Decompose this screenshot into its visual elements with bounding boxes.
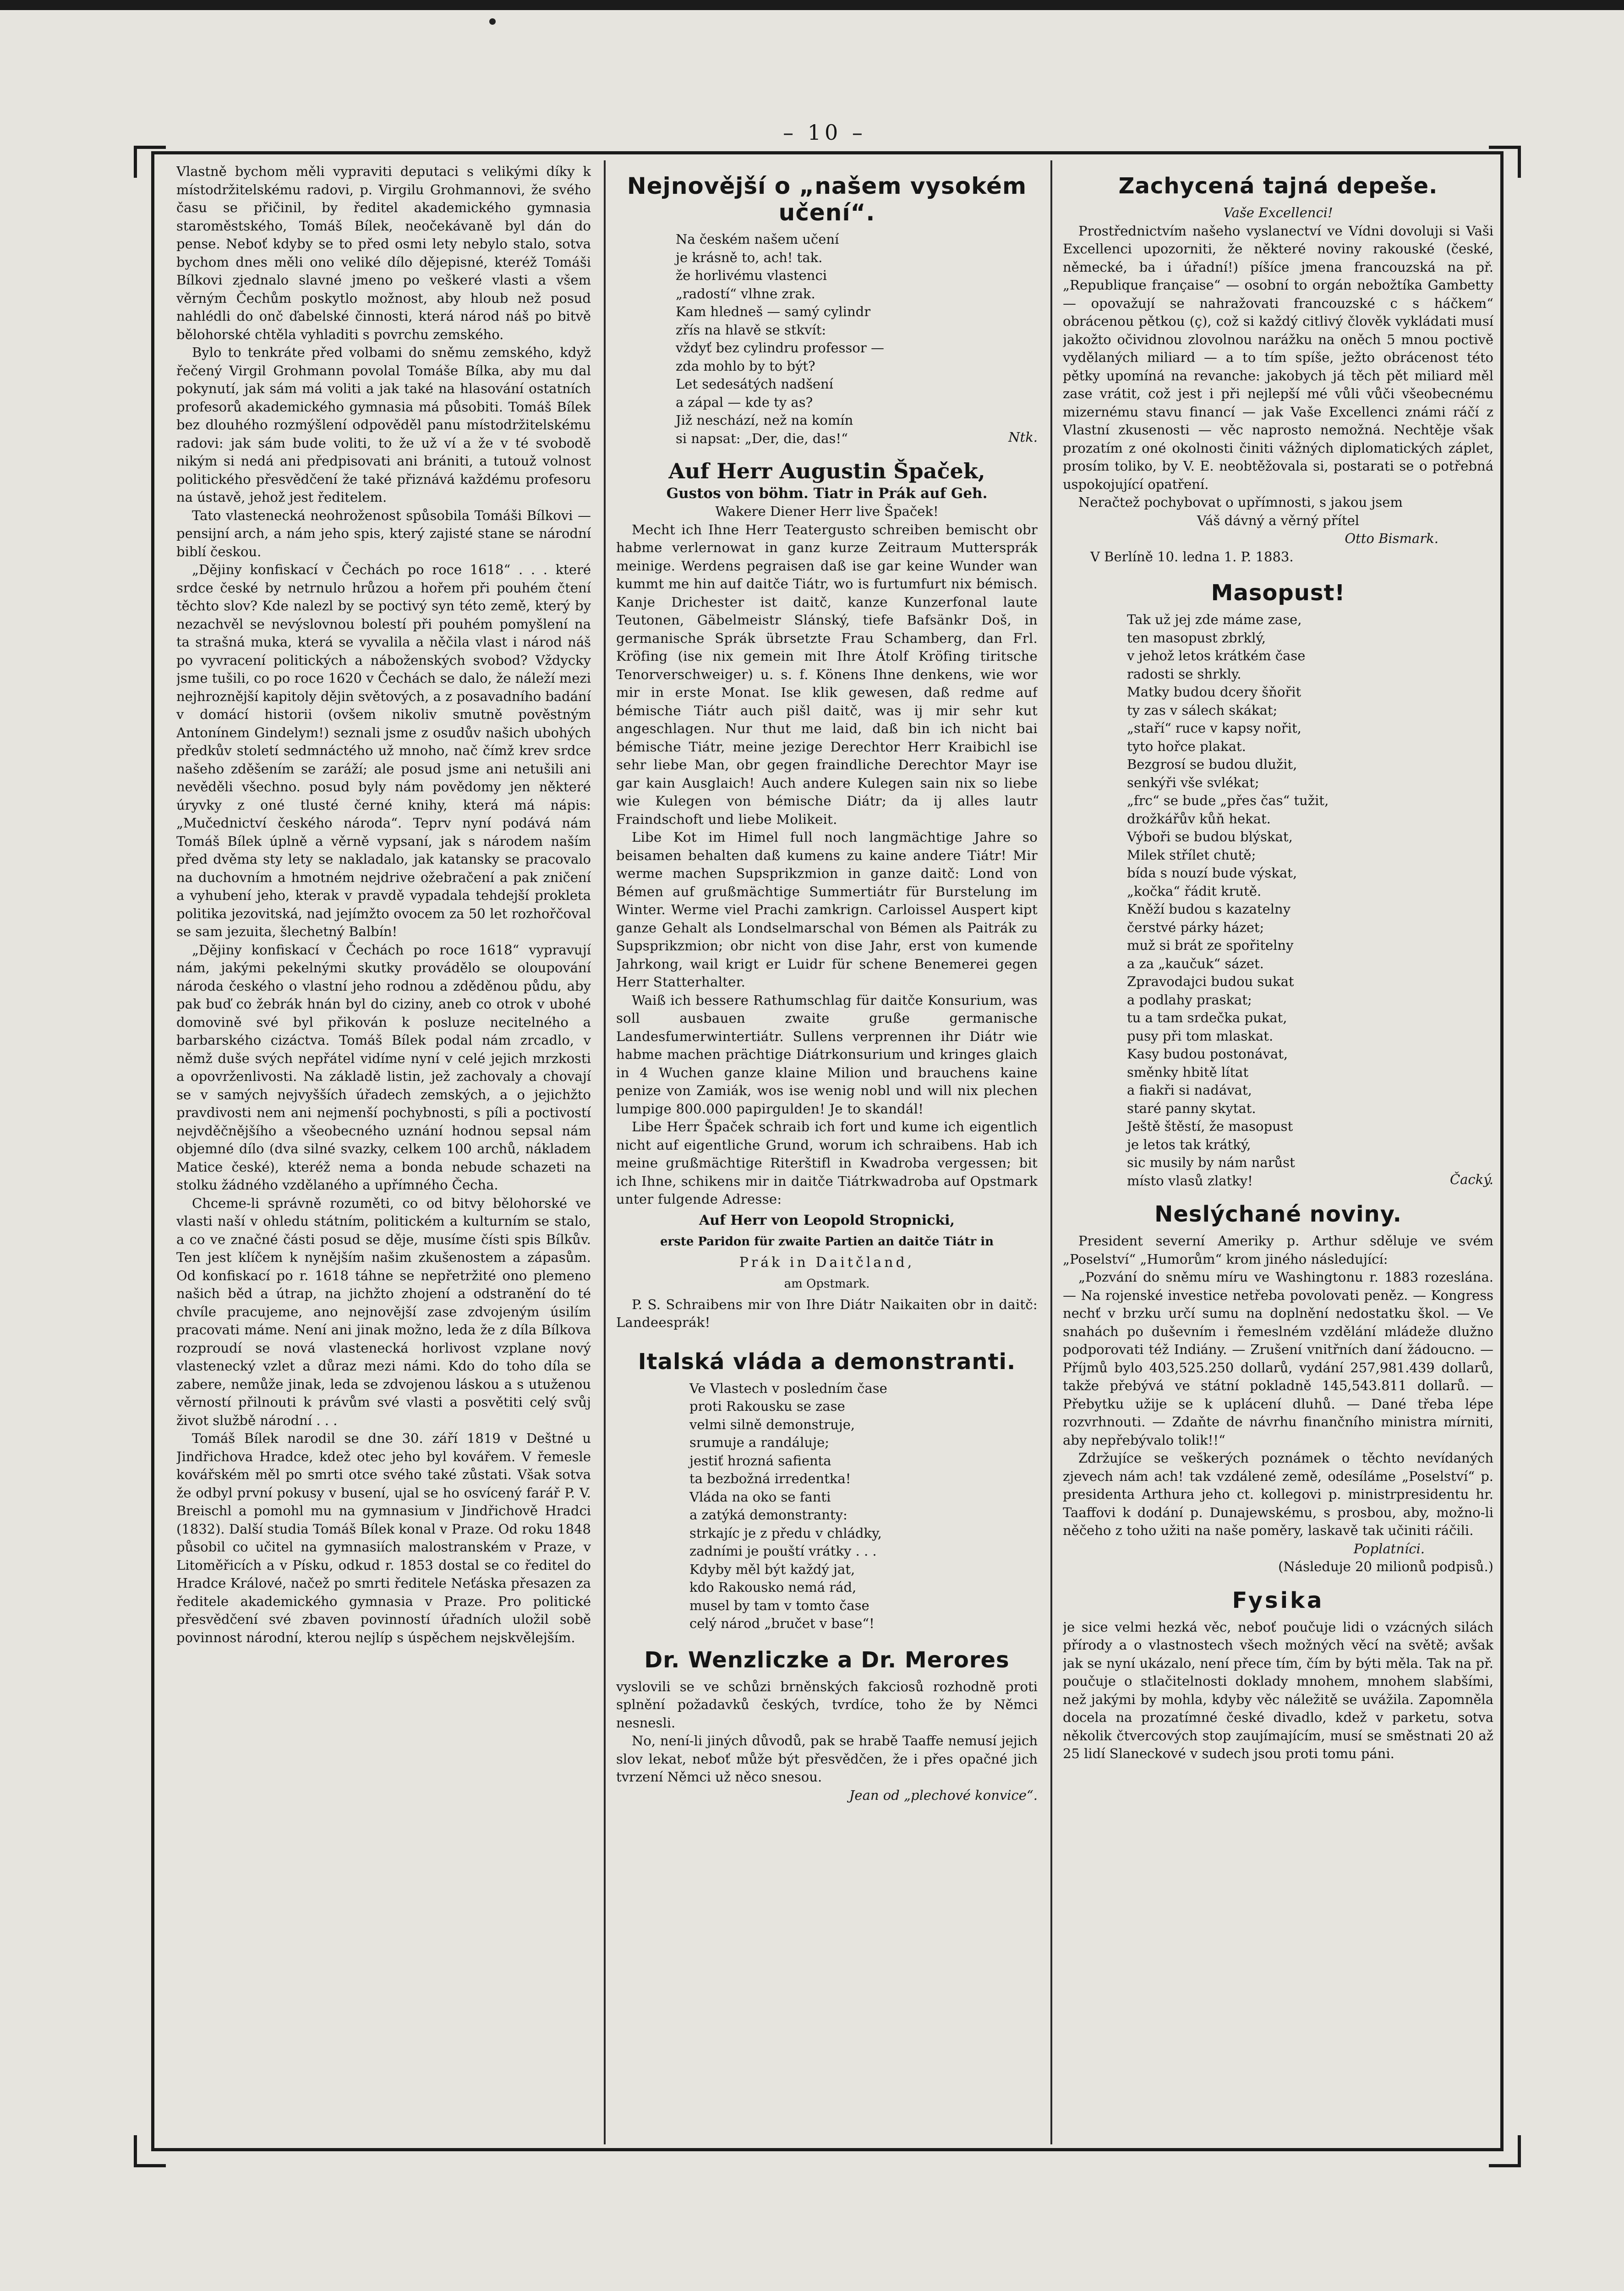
top-border-rule: [0, 0, 1624, 10]
article-paragraph: Mecht ich Ihne Herr Teatergusto schreiben bemischt obr habme verlernowat in ganz kurze Zeitraum Muttersprák meinige. Werdens pegraisen daß ise gar keine Wunder wan kummt me hin auf daitče Tiátr, wo is furtumfurt nix bémisch. Kanje Drichester ist daitč, kanze Kunzerfonal laute Teutonen, Gäbelmeistr Slánský, tiefe Bafsänkr Doš, in germanische Sprák übrsetzte Frau Schamberg, dan Frl. Kröfing (ise nix gemein mit Ihre Átolf Kröfing tiritsche Tenorverschweiger) u. s. f. Könens Ihne denkens, wie wor mir in erste Monat. Ise klik gewesen, daß redme auf bémische Tiátr auch pišl daitč, was ij mir sehr kut angeschlagen. Nur thut me laid, daß bin ich nicht bai bémische Tiátr, meine jezige Derechtor Herr Kraibichl ise sehr liebe Man, obr gegen fraindliche Derechtor Mayr ise gar kain Ausglaich! Auch andere Kulegen sain nix so liebe wie Kulegen von bémische Diátr; da ij alles lautr Fraindschoft und liebe Molikeit.: [616, 521, 1038, 827]
poem-line: pusy při tom mlaskat.: [1127, 1028, 1274, 1044]
poem-line: bída s nouzí bude výskat,: [1127, 865, 1297, 881]
poem-line: Výboři se budou blýskat,: [1127, 829, 1293, 844]
article-paragraph: Neračtež pochybovat o upřímnosti, s jakou jsem: [1078, 494, 1403, 510]
address-line: Auf Herr von Leopold Stropnicki,: [699, 1212, 955, 1228]
article-paragraph: Waiß ich bessere Rathumschlag für daitče Konsurium, was soll ausbauen zwaite gruße germanische Landesfumerwintertiátr. Sullens verprennen ihr Diátr wie habme machen prächtige Diátrkonsurium und kringes glaich in 4 Wuchen ganze klaine Milion und brauchens kaine penize von Zamiák, wos ise wenig nobl und will nix plechen lumpige 800.000 papirgulden! Je to skandál!: [616, 992, 1038, 1117]
poem-line: tu a tam srdečka pukat,: [1127, 1010, 1287, 1025]
column-divider: [1050, 160, 1052, 2144]
article-headline: Nejnovější o „našem vysokém učení“.: [627, 173, 1027, 226]
author-signature: Poplatníci.: [1353, 1540, 1425, 1557]
poem-line: proti Rakousku se zase: [689, 1398, 845, 1414]
poem-line: staré panny skytat.: [1127, 1100, 1256, 1116]
article-paragraph: President severní Ameriky p. Arthur sděluje ve svém „Poselství“ „Humorům“ krom jiného následující:: [1063, 1233, 1493, 1267]
poem-line: „kočka“ řádit krutě.: [1127, 883, 1262, 899]
poem-line: si napsat: „Der, die, das!“: [676, 430, 848, 446]
author-signature: Ntk.: [1008, 429, 1038, 445]
article-headline: Masopust!: [1211, 580, 1345, 606]
article-paragraph: Vlastně bychom měli vypraviti deputaci s velikými díky k místodržitelskému radovi, p. Virgilu Grohmannovi, že svého času se přičinil, by ředitel akademického gymnasia staroměstského, Tomáš Bílek, neočekávaně byl dán do pense. Neboť kdyby se to před osmi lety nebylo stalo, sotva bychom dnes měli ono veliké dílo dějepisné, kteréž Tomáši Bílkovi zjednalo slavné jmeno po veškeré vlasti a všem věrným Čechům poskytlo možnost, aby hloub než posud nahlédli do onč ďabelské činnosti, která národ náš po bitvě bělohorské chtěla vyhladiti s povrchu zemského.: [176, 164, 591, 342]
printer-dot: [489, 18, 496, 25]
poem-line: Na českém našem učení: [676, 231, 839, 247]
poem-line: ty zas v sálech skákat;: [1127, 702, 1278, 718]
article-paragraph: Prostřednictvím našeho vyslanectví ve Vídni dovoluji si Vaši Excellenci upozorniti, že některé noviny rakouské (české, německé, ba i úřadní!) píšíce jmena francouzská na př. „Republique française“ — osobní to orgán nebožtíka Gambetty — opovažují se nahražovati francouzské c s háčkem“ obrácenou pětkou (ç), což si každý citlivý člověk vykládati musí jakožto očividnou zlovolnou narážku na oněch 5 mnou poctivě vydělaných miliard — a to tím spíše, ježto obrácenost této pětky upomíná na revanche: jakobych já těch pět miliard měl zase vrátit, což jest i při nejlepší mé vůli vůči všeobecnému mizernému stavu financí — jak Vaše Excellenci známi ráčí z Vlastní zkusenosti — věc naprosto nemožná. Nechtěje však prozatím z oné okolnosti činiti vážných diplomatických záplet, prosím toliko, by V. E. neobtěžovala si, postarati se o potřebná uspokojující opatření.: [1063, 223, 1493, 492]
poem-line: zadními je pouští vrátky . . .: [689, 1543, 877, 1559]
poem-line: Let sedesátých nadšení: [676, 376, 833, 392]
frame-corner-ornament: [134, 2135, 166, 2167]
poem-line: kdo Rakousko nemá rád,: [689, 1579, 857, 1595]
poem-line: Již neschází, než na komín: [676, 412, 853, 428]
letter-salutation: Vaše Excellenci!: [1223, 205, 1333, 220]
poem-line: Tak už jej zde máme zase,: [1127, 612, 1302, 627]
poem-line: „staří“ ruce v kapsy nořit,: [1127, 720, 1301, 736]
poem-line: senkýři vše svlékat;: [1127, 774, 1259, 790]
column-divider: [604, 160, 606, 2144]
poem-line: ten masopust zbrklý,: [1127, 630, 1266, 646]
poem-line: Kdyby měl být každý jat,: [689, 1561, 855, 1577]
poem-line: že horlivému vlastenci: [676, 268, 827, 283]
poem: [689, 1380, 1038, 1633]
frame-corner-ornament: [1489, 146, 1521, 178]
frame-corner-ornament: [1489, 2135, 1521, 2167]
column-right: [1063, 163, 1493, 2142]
poem-line: Ve Vlastech v posledním čase: [689, 1380, 887, 1396]
poem-line: radosti se shrkly.: [1127, 666, 1241, 682]
poem-line: sic musily by nám narůst: [1127, 1155, 1295, 1170]
author-signature: Jean od „plechové konvice“.: [849, 1787, 1038, 1803]
article-headline: Neslýchané noviny.: [1154, 1201, 1402, 1227]
poem-line: směnky hbitě lítat: [1127, 1064, 1249, 1080]
column-middle: [616, 163, 1038, 2142]
article-paragraph: je sice velmi hezká věc, neboť poučuje lidi o vzácných silách přírody a o vlastnostech všech možných věcí na světě; avšak jak se nyní ukázalo, není přece tím, čím by býti měla. Tak na př. poučuje o stlačitelnosti doklady mnohem, mnohem slabšími, než jakými by mohla, kdyby věc náležitě se uvážila. Zapomněla docela na prozatímné české divadlo, kdež v parketu, sotva několik čtvercových stop zaujímajícím, musí se směstnati 20 až 25 lidí Slaneckové v sudech jsou proti tomu páni.: [1063, 1619, 1493, 1761]
poem-line: a fiakři si nadávat,: [1127, 1082, 1252, 1098]
address-line: am Opstmark.: [784, 1277, 870, 1291]
poem-line: ta bezbožná irredentka!: [689, 1471, 851, 1486]
poem-line: zda mohlo by to být?: [676, 358, 815, 374]
poem-line: celý národ „bručet v base“!: [689, 1616, 875, 1631]
poem-line: je krásně to, ach! tak.: [676, 249, 823, 265]
poem-line: Kněží budou s kazatelny: [1127, 901, 1291, 917]
author-signature: Otto Bismark.: [1345, 531, 1438, 546]
author-signature: Čacký.: [1449, 1172, 1493, 1187]
poem-line: Kam hledneš — samý cylindr: [676, 304, 871, 319]
article-headline: Fysika: [1232, 1587, 1324, 1613]
article-paragraph: Tato vlastenecká neohroženost spůsobila Tomáši Bílkovi — pensijní arch, a nám jeho spis, který zajisté stane se národní biblí českou.: [176, 507, 591, 559]
article-paragraph: vyslovili se ve schůzi brněnských fakciosů rozhodně proti splnění požadavků českých, tvrdíce, toho že by Němci nesnesli.: [616, 1678, 1038, 1731]
poem-line: Zpravodajci budou sukat: [1127, 974, 1294, 989]
poem: [1127, 611, 1493, 1187]
poem-line: je letos tak krátký,: [1127, 1136, 1251, 1152]
article-headline: Auf Herr Augustin Špaček,: [668, 459, 985, 483]
column-left: [176, 163, 591, 2142]
address-line: Prák in Daitčland,: [739, 1254, 915, 1271]
signature-note: (Následuje 20 milionů podpisů.): [1278, 1559, 1493, 1574]
poem-line: čerstvé párky házet;: [1127, 919, 1264, 935]
poem-line: jestiť hrozná safienta: [689, 1452, 831, 1469]
poem-line: v jehož letos krátkém čase: [1127, 648, 1306, 663]
article-paragraph: „Dějiny konfiskací v Čechách po roce 1618“ vypravují nám, jakými pekelnými skutky provádělo se oloupování národa českého o vlastní jeho rodnou a zděděnou půdu, aby pak buď co žebrák hnán byl do ciziny, aneb co otrok v ubohé domovině své byl přikován k posluze necitelného a barbarského cizáctva. Tomáš Bílek podal nám zrcadlo, v němž duše svých nepřátel vidíme nyní v celé jejich mrzkosti a opovrženlivosti. Na základě listin, jež zachovaly a chovají se v samých nejvyšších úřadech zemských, a o jejichžto pravdivosti nem ani nejmenší pochybnosti, s píli a poctivostí nejvděčnějšího a všeobecného uznání hodnou sepsal nám objemné dílo (dva silné svazky, celkem 100 archů, nákladem Matice české), kteréž nema a bonda nebude schazeti na stolku žádného vzdělaného a upřímného Čecha.: [176, 942, 591, 1193]
poem-line: srumuje a randáluje;: [689, 1435, 830, 1450]
poem-line: Kasy budou postonávat,: [1127, 1046, 1288, 1062]
poem-line: a zápal — kde ty as?: [676, 394, 813, 410]
article-headline: Zachycená tajná depeše.: [1118, 173, 1438, 199]
frame-corner-ornament: [134, 146, 166, 178]
article-paragraph: „Pozvání do sněmu míru ve Washingtonu r. 1883 rozeslána. — Na rojenské investice netřeba povolovati peněz. — Kongress nechť v brzku určí sumu na doplnění nedostatku škol. — Ve snahách po duševním i řemeslném vzdělání mládeže dlužno podporovati též Indiány. — Zrušení vnitřních daní žádoucno. — Příjmů bylo 403,525.250 dollarů, vydání 257,981.439 dollarů, takže přebývá ve státní pokladně 145,543.811 dollarů. — Přebytku užije se k uplácení dluhů. — Dané třeba lépe rozvrhnouti. — Zdaňte de návrhu finančního ministra mírniti, aby nepřebývalo tolik!!“: [1063, 1269, 1493, 1448]
article-headline: Dr. Wenzliczke a Dr. Merores: [644, 1647, 1010, 1673]
poem-line: vždyť bez cylindru professor —: [676, 340, 884, 356]
poem-line: tyto hořce plakat.: [1127, 738, 1246, 754]
article-paragraph: Libe Kot im Himel full noch langmächtige Jahre so beisamen behalten daß kumens zu kaine andere Tiátr! Mir werme machen Supsprikzmion in ganze daitč: Lond von Bémen auf grußmächtige Summertiátr für Burstelung im Winter. Werme viel Prachi zamkrign. Carloissel Auspert kipt ganze Gehalt als Londselmarschal von Bémen als Paitrák zu Supsprikzmion; obr nicht von dise Jahr, erst von kumende Jahrkong, wail krigt er Luidr für schene Benemerei gegen Herr Statterhalter.: [616, 829, 1038, 990]
poem-line: Ještě štěstí, že masopust: [1127, 1118, 1293, 1134]
poem-line: zřís na hlavě se stkvít:: [676, 322, 826, 338]
poem-line: Bezgrosí se budou dlužit,: [1127, 756, 1297, 772]
poem-line: „frc“ se bude „přes čas“ tužit,: [1127, 793, 1329, 808]
article-paragraph: No, není-li jiných důvodů, pak se hrabě Taaffe nemusí jejich slov lekat, neboť může být přesvědčen, že i přes opačné jich tvrzení Němci už něco snesou.: [616, 1733, 1038, 1785]
page-number: – 10 –: [783, 120, 866, 145]
poem-line: muž si brát ze spořitelny: [1127, 937, 1294, 953]
poem-line: „radostí“ vlhne zrak.: [676, 285, 815, 301]
article-paragraph: „Dějiny konfiskací v Čechách po roce 1618“ . . . které srdce české by netrnulo hrůzou a hořem při pouhém čtení těchto slov? Kde nalezl by se poctivý syn této země, který by nezachvěl se nevýslovnou bolestí při pouhém pomyšlení na ta strašná muka, která se vyvalila a něčila vlast i národ náš po vyvracení politických a náboženských svobod? Vždycky jsme tušili, co po roce 1620 v Čechách se dalo, že náleží mezi nejhroznější kapitoly dějin světových, a z posavadního badání v domácí historii (ovšem nikoliv smutně pověstným Antonínem Gindelym!) seznali jsme z osudův našich ubohých předkův století sedmnáctého už mnoho, nač čímž krev srdce našeho zděšením se zaráží; ale posud jsme ani netušili ani nevěděli všechno. posud byly nám povědomy jen některé úryvky z oné tlusté černé knihy, která má nápis: „Mučednictví českého národa“. Teprv nyní podává nám Tomáš Bílek úplně a věrně vypsaní, jak s národem naším před dvěma sty lety se nakladalo, jak katansky se pracovalo na duchovním a hmotném nejdrive ožebračení a pak zničení a vyhubení jeho, kterak v pravdě vypadala tehdejší prokleta politika jezovitská, nad jejímžto ovocem za 50 let rozhořčoval se sam jezuita, šlechetný Balbín!: [176, 562, 591, 939]
poem-line: drožkářův kůň hekat.: [1127, 811, 1271, 827]
article-paragraph: P. S. Schraibens mir von Ihre Diátr Naikaiten obr in daitč: Landeesprák!: [616, 1296, 1038, 1330]
poem-line: a podlahy praskat;: [1127, 992, 1252, 1008]
article-paragraph: Chceme-li správně rozuměti, co od bitvy bělohorské ve vlasti naší v ohledu státním, politickém a kulturním se stalo, a co ve značné části posud se děje, musíme čísti spis Bílkův. Ten jest klíčem k nynějším našim zkušenostem a zápasům. Od konfiskací po r. 1618 táhne se nepřetržité ono plemeno našich běd a útrap, na jichžto zhojení a odstranění do té chvíle pracujeme, ano nejnovější zase zdvojeným úsilím pracovati máme. Není ani jinak možno, leda že z díla Bílkova rozproudí se nová vlastenecká horlivost vzplane nový vlastenecký vzlet a důraz mezi námi. Kdo do toho díla se zabere, nemůže jinak, leda se zdvojenou láskou a s utuženou věrností přilnouti k právům své vlasti a posvětiti celý svůj život službě národní . . .: [176, 1195, 591, 1428]
address-line: erste Paridon für zwaite Partien an daitče Tiátr in: [660, 1234, 994, 1249]
letter-closing: Váš dávný a věrný přítel: [1197, 512, 1360, 528]
article-paragraph: Tomáš Bílek narodil se dne 30. září 1819 v Deštné u Jindřichova Hradce, kdež otec jeho byl kovářem. V řemesle kovářském měl po smrti otce svého také zůstati. Však sotva že odbyl první pokusy v busení, ujal se ho osvícený farář P. V. Breischl a pomohl mu na gymnasium v Jindřichově Hradci (1832). Další studia Tomáš Bílek konal v Praze. Od roku 1848 působil co učitel na gymnasiích malostranském v Praze, v Litoměřicích a v Písku, odkud r. 1853 dostal se co ředitel do Hradce Králové, načež po smrti ředitele Neťáska přesazen za ředitele akademického gymnasia v Praze. Pro politické přesvědčení své zbaven povinností úřadních uložil sobě povinnost národní, kterou nejlíp s úspěchem nejskvělejším.: [176, 1431, 591, 1645]
article-paragraph: Zdržujíce se veškerých poznámek o těchto nevídaných zjevech nám ach! tak vzdálené země, odesíláme „Poselství“ p. presidenta Arthura jeho ct. kollegovi p. ministrpresidentu hr. Taaffovi k dodání p. Dunajewskému, s prosbou, aby, možno-li něčeho z toho užiti na naše poměry, laskavě tak učiniti ráčili.: [1063, 1450, 1493, 1538]
poem-line: Matky budou dcery šňořit: [1127, 684, 1301, 700]
article-paragraph: Libe Herr Špaček schraib ich fort und kume ich eigentlich nicht auf eigentliche Grund, worum ich schraibens. Hab ich meine grußmächtige Riterštifl in Kwadroba vergessen; bit ich Ihne, schikens mir in daitče Tiátrkwadroba auf Opstmark unter fulgende Adresse:: [616, 1119, 1038, 1207]
poem-line: velmi silně demonstruje,: [689, 1416, 855, 1432]
article-headline: Italská vláda a demonstranti.: [638, 1348, 1016, 1375]
poem-line: musel by tam v tomto čase: [689, 1597, 869, 1613]
poem-line: a za „kaučuk“ sázet.: [1127, 955, 1264, 971]
poem-line: a zatýká demonstranty:: [689, 1507, 848, 1523]
letter-greeting: Wakere Diener Herr live Špaček!: [715, 504, 939, 519]
article-paragraph: Bylo to tenkráte před volbami do sněmu zemského, když řečený Virgil Grohmann povolal Tomáše Bílka, aby mu dal pokynutí, jak sám má voliti a jak také na hlasování ostatních profesorů akademického gymnasia má působiti. Tomáš Bílek bez dlouhého rozmýšlení odpověděl panu místodržitelskému radovi: jak sám bude voliti, to že už ví a že v té svobodě nikým si nedá ani předpisovati ani brániti, a tutouž volnost politického přesvědčení že také přiznává každému profesoru na ústavě, jehož jest ředitelem.: [176, 345, 591, 505]
poem-line: místo vlasů zlatky!: [1127, 1173, 1253, 1189]
poem-line: strkajíc je z předu v chládky,: [689, 1525, 882, 1541]
poem: [676, 230, 1038, 445]
article-subheadline: Gustos von böhm. Tiatr in Prák auf Geh.: [666, 485, 988, 502]
poem-line: Vláda na oko se fanti: [689, 1489, 831, 1505]
dateline: V Berlíně 10. ledna 1. P. 1883.: [1090, 548, 1294, 565]
poem-line: Milek střílet chutě;: [1127, 847, 1256, 863]
